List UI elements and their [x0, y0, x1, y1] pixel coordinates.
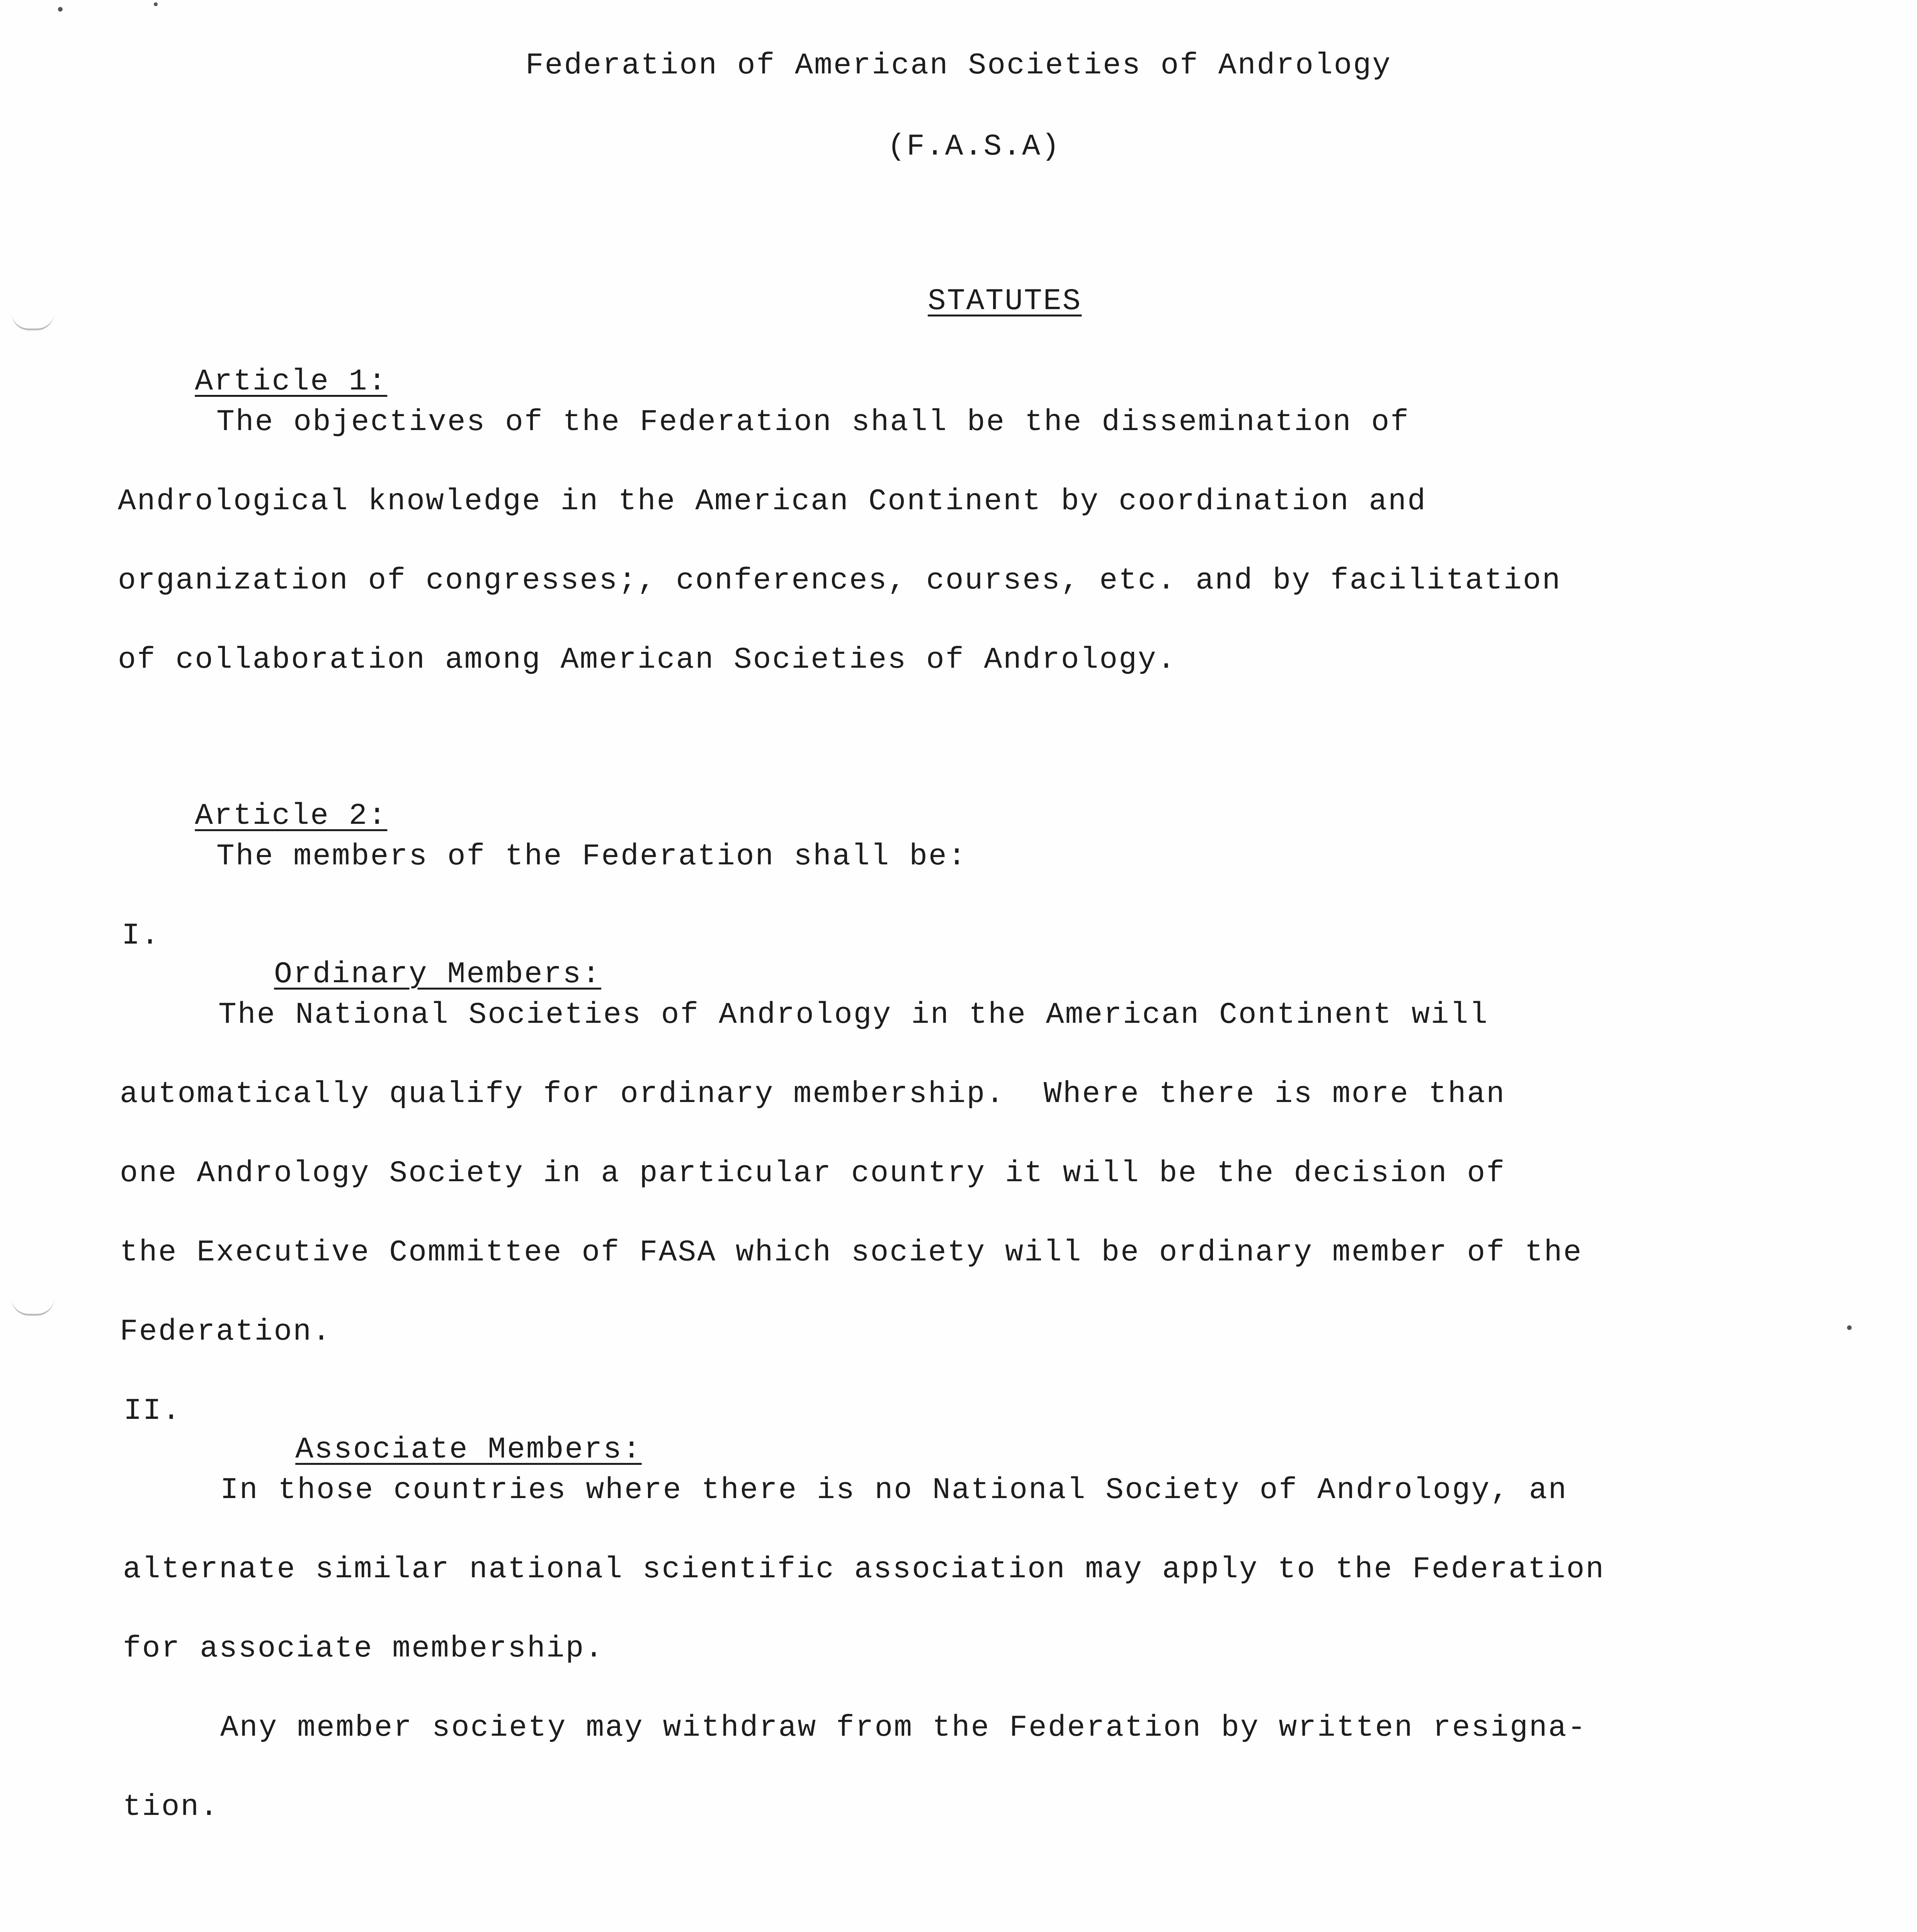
associate-members-line: In those countries where there is no National Society of Andrology, an [220, 1473, 1568, 1507]
ordinary-members-line: the Executive Committee of FASA which society will be ordinary member of the [120, 1236, 1583, 1270]
ordinary-members-line: automatically qualify for ordinary membership. Where there is more than [120, 1077, 1506, 1111]
associate-members-number: II. [124, 1394, 182, 1428]
article-1-line: organization of congresses;, conferences, courses, etc. and by facilitation [118, 564, 1561, 598]
article-1-line: of collaboration among American Societies of Andrology. [118, 643, 1177, 677]
scan-speck [154, 2, 158, 6]
ordinary-members-line: one Andrology Society in a particular country it will be the decision of [120, 1156, 1506, 1190]
ordinary-members-line: The National Societies of Andrology in the American Continent will [218, 998, 1489, 1032]
article-1-line: The objectives of the Federation shall be the dissemination of [216, 405, 1410, 439]
scan-speck [58, 7, 63, 12]
document-title: Federation of American Societies of Andrology [525, 49, 1392, 83]
associate-members-heading-text: Associate Members: [295, 1433, 642, 1467]
withdrawal-line: tion. [123, 1790, 219, 1824]
associate-members-line: for associate membership. [123, 1632, 604, 1666]
ordinary-members-heading-text: Ordinary Members: [274, 957, 601, 992]
ordinary-members-line: Federation. [120, 1315, 332, 1349]
article-1-heading-text: Article 1: [195, 365, 388, 399]
document-abbreviation: (F.A.S.A) [887, 130, 1061, 164]
article-3-heading [123, 1898, 392, 1932]
withdrawal-line: Any member society may withdraw from the Federation by written resigna- [220, 1711, 1587, 1745]
scan-speck [1847, 1325, 1852, 1330]
associate-members-line: alternate similar national scientific association may apply to the Federation [123, 1553, 1605, 1587]
statutes-heading-text: STATUTES [927, 284, 1082, 318]
article-2-heading-text: Article 2: [195, 799, 388, 833]
article-2-intro: The members of the Federation shall be: [216, 840, 967, 874]
ordinary-members-number: I. [122, 919, 160, 953]
article-1-line: Andrological knowledge in the American Continent by coordination and [118, 485, 1427, 519]
margin-mark [12, 1298, 54, 1316]
